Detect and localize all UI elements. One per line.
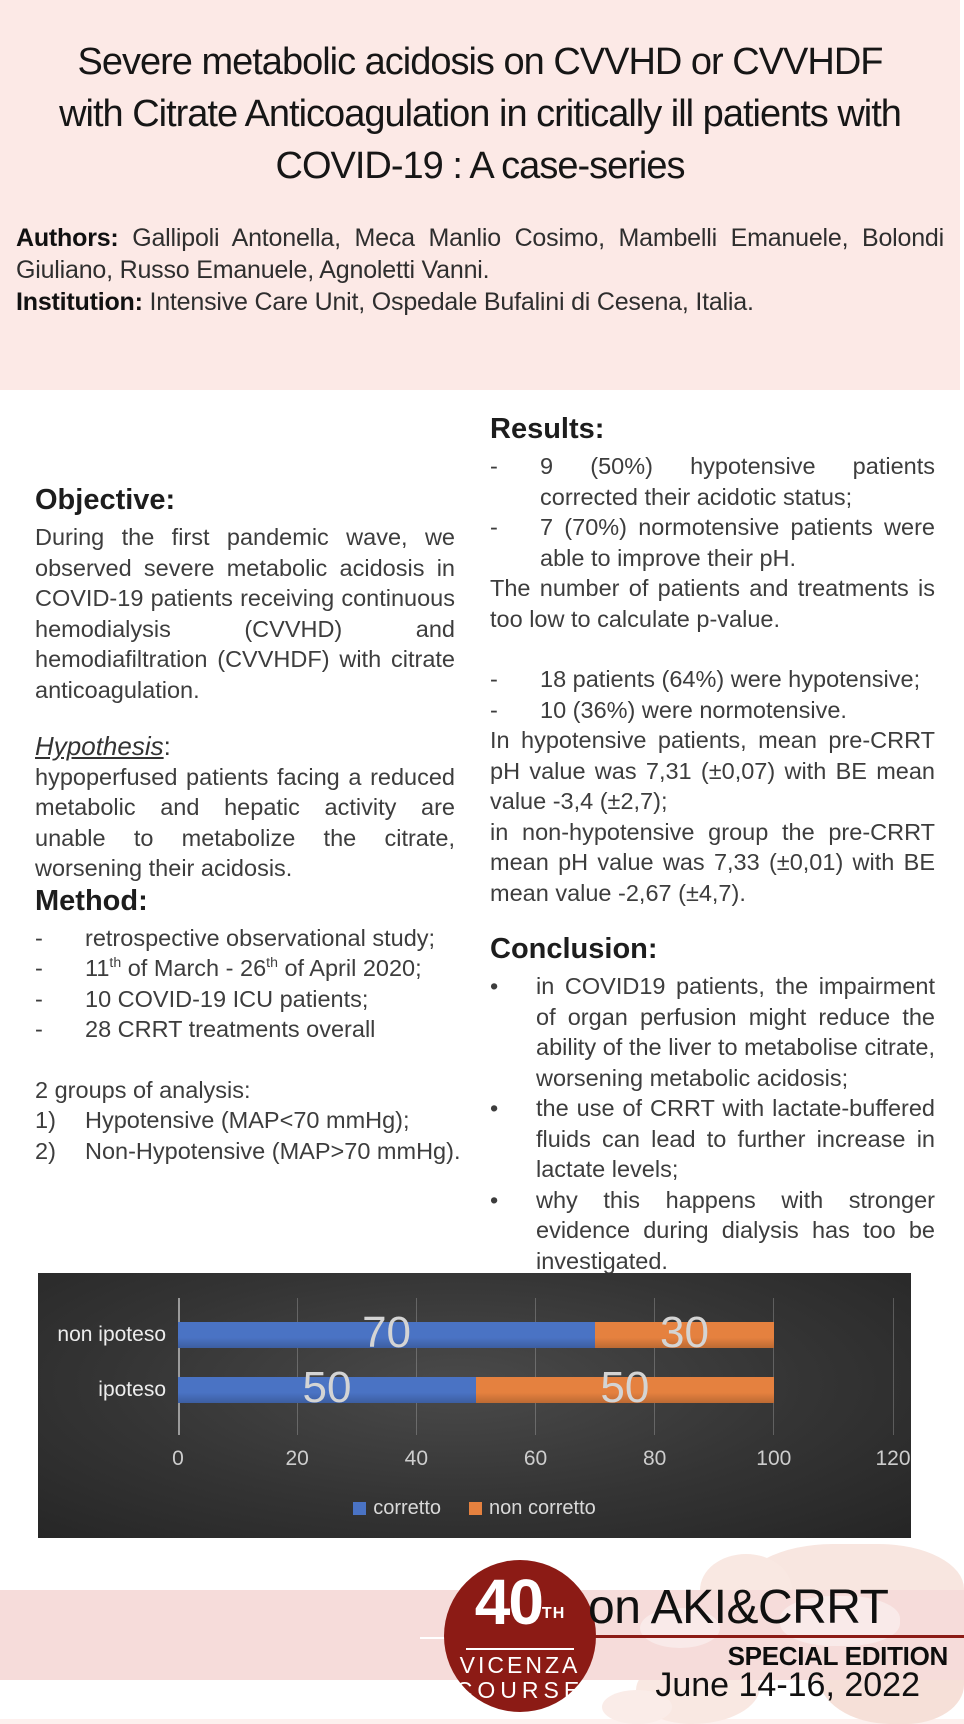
special-edition-label: SPECIAL EDITION [727,1641,948,1671]
objective-heading: Objective: [35,484,176,516]
hypothesis-text: hypoperfused patients facing a reduced metabolic and hepatic activity are unable to metabolize the citrate, worsening their acidosis. [35,763,455,881]
x-axis-tick-label: 100 [756,1447,792,1470]
footer [0,1538,964,1724]
bar-value-label: 50 [302,1363,352,1413]
logo-vicenza: VICENZA [459,1652,581,1678]
legend-label: corretto [373,1497,442,1519]
conclusion-item: • why this happens with stronger evidence during dialysis has too be investigated. [490,1186,935,1274]
results-item: - 18 patients (64%) were hypotensive; [490,666,921,692]
event-dates: June 14-16, 2022 [655,1666,920,1704]
results-paragraph-hypotensive: In hypotensive patients, mean pre-CRRT pH value was 7,31 (±0,07) with BE mean value -3,4 (±2,7); [490,727,935,814]
bar-segment-corretto [178,1363,476,1413]
x-axis-tick-label: 120 [875,1447,911,1470]
method-item: - 28 CRRT treatments overall [35,1016,376,1042]
group-item: 1) Hypotensive (MAP<70 mmHg); [35,1107,410,1133]
institution-text: Intensive Care Unit, Ospedale Bufalini di Cesena, Italia. [142,288,754,316]
bar-segment-non-corretto [476,1363,774,1413]
bar-value-label: 30 [659,1308,709,1358]
method-heading: Method: [35,884,148,917]
bar-segment-non-corretto [595,1308,774,1358]
x-axis-tick-label: 60 [523,1447,548,1470]
bar-value-label: 70 [362,1308,412,1358]
authors-label: Authors: [16,224,119,252]
right-column [490,390,935,1273]
conclusion-item: • in COVID19 patients, the impairment of organ perfusion might reduce the ability of the liver to metabolise citrate, worsening metabolic acidosis; [490,973,935,1091]
legend-swatch [353,1502,366,1515]
hypothesis-heading: Hypothesis: [35,731,171,761]
method-item-dates: - 11th of March - 26th of April 2020; [35,954,422,981]
body-columns [0,390,964,1273]
bar-value-label: 50 [600,1363,650,1413]
legend-item [353,1497,441,1520]
results-item: - 7 (70%) normotensive patients were able to improve their pH. [490,514,935,571]
x-axis-tick-label: 80 [642,1447,667,1470]
event-title-rule [556,1635,964,1638]
logo-divider [466,1648,574,1650]
legend-label: non corretto [489,1497,596,1519]
header-banner [0,0,960,390]
results-note: The number of patients and treatments is too low to calculate p-value. [490,575,935,632]
bar-segment-corretto [178,1308,595,1358]
objective-text: During the first pandemic wave, we observed severe metabolic acidosis in COVID-19 patients receiving continuous hemodialysis (CVVHD) and hemodiafiltration (CVVHDF) with citrate anticoagulation. [35,524,455,703]
legend-swatch [469,1502,482,1515]
results-item: - 9 (50%) hypotensive patients corrected their acidotic status; [490,453,935,510]
institution-label: Institution: [16,288,143,316]
chart-legend [38,1497,911,1520]
results-paragraph-nonhypotensive: in non-hypotensive group the pre-CRRT mean pH value was 7,33 (±0,01) with BE mean value -2,67 (±4,7). [490,818,935,906]
gridline [893,1298,894,1435]
groups-intro: 2 groups of analysis: [35,1076,251,1103]
stacked-bar-chart [38,1273,911,1538]
group-item: 2) Non-Hypotensive (MAP>70 mmHg). [35,1137,461,1164]
chart-plot-area [178,1298,893,1435]
conclusion-item: • the use of CRRT with lactate-buffered fluids can lead to further increase in lactate levels; [490,1095,935,1182]
authors-text: Gallipoli Antonella, Meca Manlio Cosimo, Mambelli Emanuele, Bolondi Giuliano, Russo Emanuele, Agnoletti Vanni. [16,224,944,284]
authors-line [16,222,944,318]
x-axis-tick-label: 40 [404,1447,428,1470]
legend-item [469,1497,596,1520]
left-column [35,390,461,1273]
results-item: - 10 (36%) were normotensive. [490,696,847,723]
x-axis-tick-label: 20 [285,1447,309,1470]
method-item: - 10 COVID-19 ICU patients; [35,985,369,1012]
event-title: on AKI&CRRT [588,1581,889,1634]
conclusion-heading: Conclusion: [490,933,658,965]
category-label: ipoteso [98,1378,166,1401]
poster-title: Severe metabolic acidosis on CVVHD or CVVHDF with Citrate Anticoagulation in critically ill patients with COVID-19 : A case-series [59,41,901,187]
bottom-edge-strip [0,1719,964,1724]
method-item: - retrospective observational study; [35,924,436,951]
category-label: non ipoteso [57,1323,166,1346]
logo-40th: 40TH [474,1566,566,1638]
x-axis-tick-label: 0 [172,1447,184,1470]
results-heading: Results: [490,413,605,445]
logo-course: COURSE [455,1677,585,1703]
